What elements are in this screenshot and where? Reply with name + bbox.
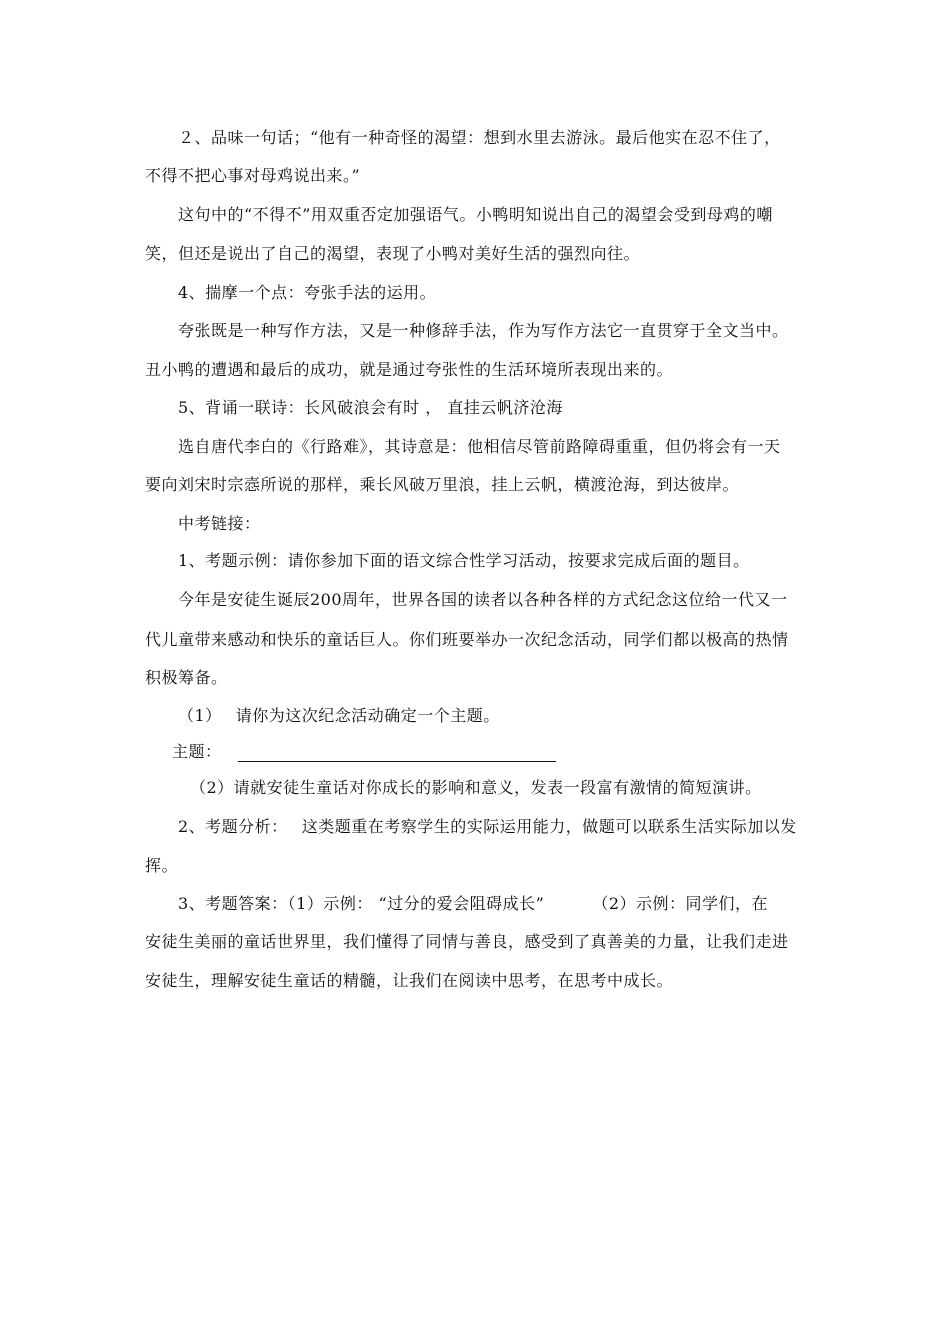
exam-analysis-text: 这类题重在考察学生的实际运用能力，做题可以联系生活实际加以发 (301, 817, 797, 836)
question-2-line-2: 不得不把心事对母鸡说出来。” (145, 166, 361, 185)
exam-link-heading: 中考链接： (178, 514, 261, 533)
exam-analysis-label: 2、考题分析： (178, 817, 288, 836)
exaggeration-line-1: 夸张既是一种写作方法，又是一种修辞手法，作为写作方法它一直贯穿于全文当中。 (178, 321, 789, 340)
poem-explanation-line-1: 选自唐代李白的《行路难》，其诗意是：他相信尽管前路障碍重重，但仍将会有一天 (178, 437, 781, 456)
exam-analysis-line-2: 挥。 (145, 856, 179, 875)
poem-explanation-line-2: 要向刘宋时宗悫所说的那样，乘长风破万里浪，挂上云帆，横渡沧海，到达彼岸。 (145, 475, 740, 494)
analysis-line-2: 笑，但还是说出了自己的渴望，表现了小鸭对美好生活的强烈向往。 (145, 244, 641, 263)
question-4-heading: 4、揣摩一个点：夸张手法的运用。 (178, 283, 437, 302)
exam-answer-line-2: 安徒生美丽的童话世界里，我们懂得了同情与善良，感受到了真善美的力量，让我们走进 (145, 932, 789, 951)
theme-label: 主题： (172, 742, 222, 761)
theme-answer-blank[interactable] (238, 745, 556, 762)
context-line-2: 代儿童带来感动和快乐的童话巨人。你们班要举办一次纪念活动，同学们都以极高的热情 (145, 630, 789, 649)
exam-answer-line-3: 安徒生，理解安徒生童话的精髓，让我们在阅读中思考，在思考中成长。 (145, 971, 674, 990)
sub-question-1-text: 请你为这次纪念活动确定一个主题。 (235, 706, 500, 725)
sub-question-2: （2）请就安徒生童话对你成长的影响和意义，发表一段富有激情的简短演讲。 (190, 778, 762, 797)
exam-answer-part-2: （2）示例：同学们，在 (592, 894, 768, 913)
theme-line (172, 742, 842, 762)
question-2-line-1: ２、品味一句话；“他有一种奇怪的渴望：想到水里去游泳。最后他实在忍不住了， (178, 128, 781, 147)
analysis-line-1: 这句中的“不得不”用双重否定加强语气。小鸭明知说出自己的渴望会受到母鸡的嘲 (178, 205, 773, 224)
exam-example-heading: 1、考题示例：请你参加下面的语文综合性学习活动，按要求完成后面的题目。 (178, 551, 750, 570)
sub-question-1 (178, 706, 848, 726)
exam-answer-part-1: 3、考题答案：（1）示例： “过分的爱会阻碍成长” (178, 894, 545, 913)
exam-answer-line-1 (178, 894, 848, 914)
context-line-1: 今年是安徒生诞辰200周年，世界各国的读者以各种各样的方式纪念这位给一代又一 (178, 590, 788, 609)
sub-question-1-number: （1） (178, 706, 222, 725)
exaggeration-line-2: 丑小鸭的遭遇和最后的成功，就是通过夸张性的生活环境所表现出来的。 (145, 360, 674, 379)
question-5-heading: 5、背诵一联诗：长风破浪会有时 ， 直挂云帆济沧海 (178, 398, 563, 417)
context-line-3: 积极筹备。 (145, 668, 228, 687)
exam-analysis-line-1 (178, 817, 848, 837)
